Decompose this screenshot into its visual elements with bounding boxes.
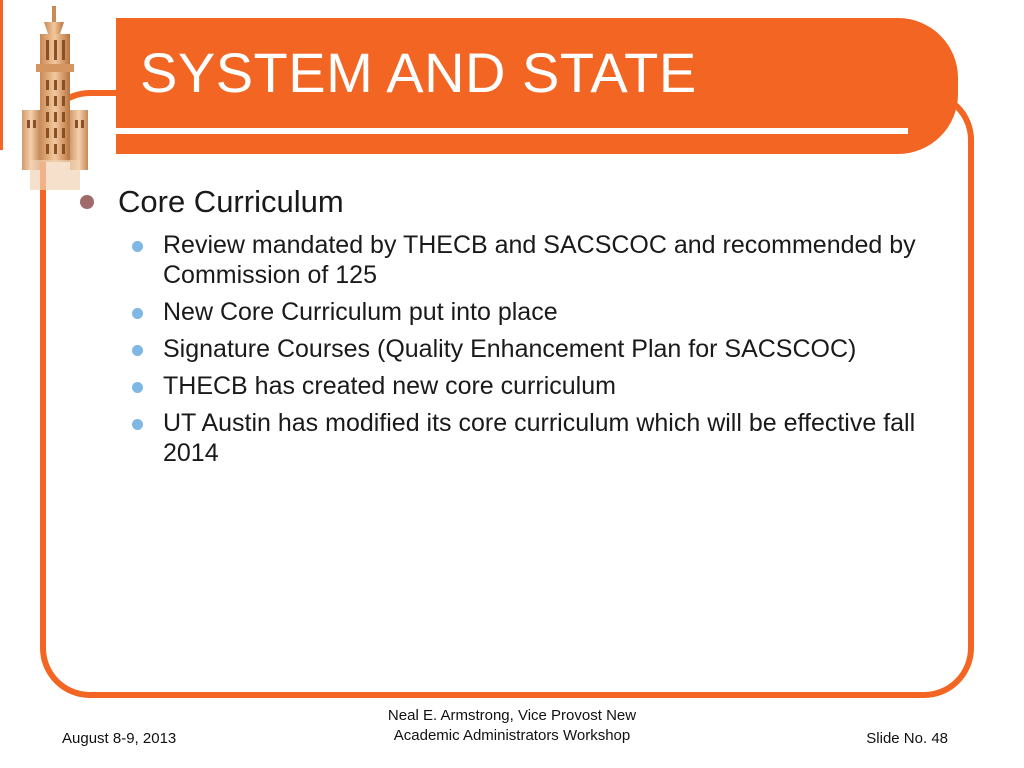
title-underline <box>116 128 908 134</box>
main-bullet-item <box>80 182 940 222</box>
slide-number: Slide No. 48 <box>866 730 948 747</box>
sub-bullet-text: UT Austin has modified its core curriculum which will be effective fall 2014 <box>163 409 916 467</box>
footer-date: August 8-9, 2013 <box>62 730 177 747</box>
sub-bullet-item <box>132 408 940 468</box>
slide-content <box>80 182 940 475</box>
sub-bullet-text: THECB has created new core curriculum <box>163 372 616 400</box>
sub-bullet-text: Review mandated by THECB and SACSCOC and recommended by Commission of 125 <box>163 231 916 289</box>
sub-bullet-text: New Core Curriculum put into place <box>163 298 558 326</box>
bullet-dot-icon <box>132 308 143 319</box>
main-bullet-text: Core Curriculum <box>118 184 344 219</box>
ut-tower-icon <box>0 0 112 200</box>
sub-bullet-text: Signature Courses (Quality Enhancement Plan for SACSCOC) <box>163 335 857 363</box>
footer-presenter-line1: Neal E. Armstrong, Vice Provost New <box>387 707 637 724</box>
bullet-dot-icon <box>132 241 143 252</box>
bullet-dot-icon <box>80 195 94 209</box>
bullet-dot-icon <box>132 419 143 430</box>
slide-footer <box>0 706 1024 756</box>
sub-bullet-item <box>132 297 940 327</box>
footer-presenter-line2: Academic Administrators Workshop <box>393 727 631 744</box>
bullet-dot-icon <box>132 345 143 356</box>
slide-title: SYSTEM AND STATE <box>140 41 697 104</box>
sub-bullet-item <box>132 230 940 290</box>
footer-presenter <box>312 706 712 746</box>
sub-bullet-item <box>132 334 940 364</box>
sub-bullet-item <box>132 371 940 401</box>
sub-bullet-list <box>80 230 940 468</box>
bullet-dot-icon <box>132 382 143 393</box>
